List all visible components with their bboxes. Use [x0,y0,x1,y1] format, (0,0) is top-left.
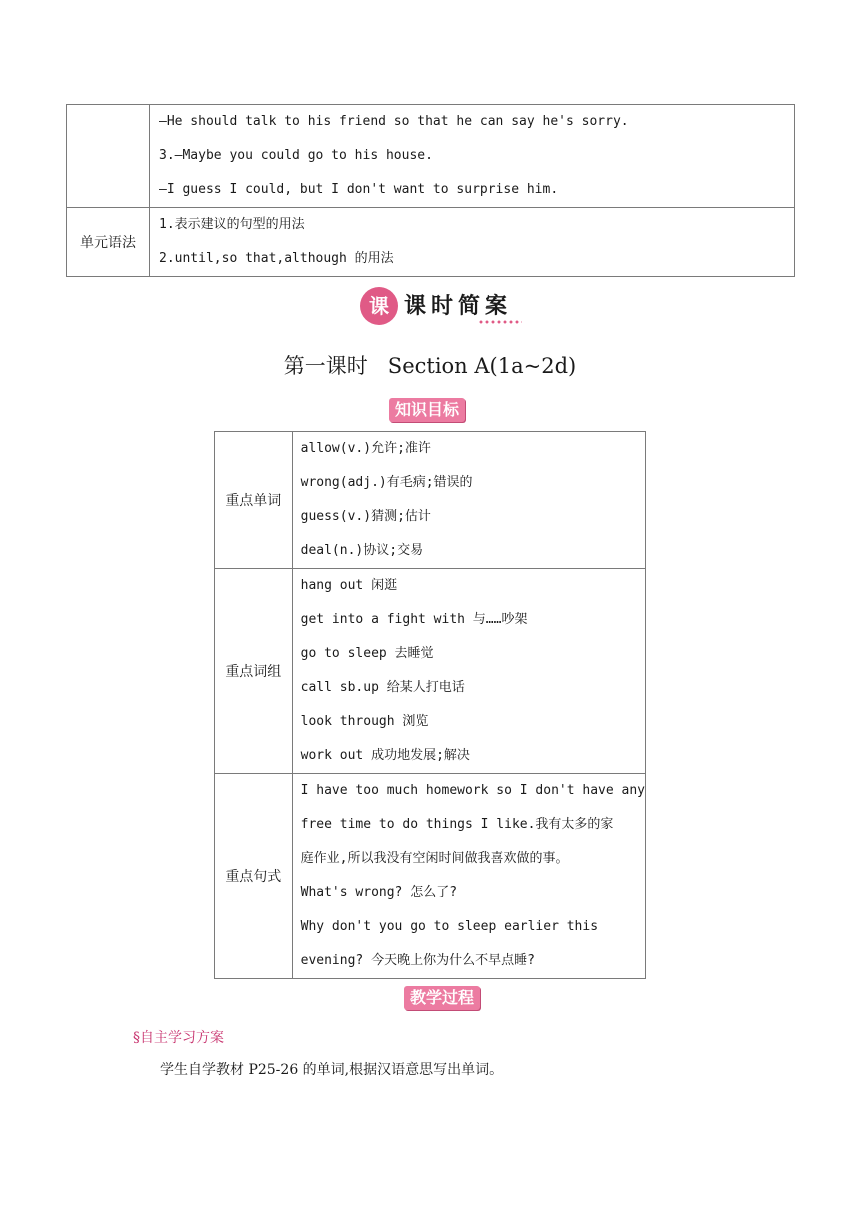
row-label [67,105,150,208]
content-line: I have too much homework so I don't have any [300,783,645,798]
badge-title: 课时简案 [404,294,513,319]
instruction-paragraph: 学生自学教材 P25-26 的单词,根据汉语意思写出单词。 [160,1062,504,1078]
table-row [215,774,646,979]
row-content [292,569,645,774]
content-line: —He should talk to his friend so that he can say he's sorry. [159,114,629,129]
row-label: 单元语法 [67,208,150,277]
content-line: guess(v.)猜测;估计 [300,509,431,524]
content-line: get into a fight with 与……吵架 [300,612,528,627]
row-content [292,432,645,569]
table-row [67,208,795,277]
lesson-icon-glyph: 课 [369,294,389,318]
row-label: 重点词组 [215,569,293,774]
content-line: look through 浏览 [300,714,429,729]
content-line: work out 成功地发展;解决 [300,748,470,763]
lesson-icon [360,287,398,325]
content-line: go to sleep 去睡觉 [300,646,434,661]
content-line: free time to do things I like.我有太多的家 [300,817,614,832]
row-content [150,208,795,277]
row-content [150,105,795,208]
content-line: 3.—Maybe you could go to his house. [159,148,433,163]
content-line: wrong(adj.)有毛病;错误的 [300,475,473,490]
table-row [215,569,646,774]
content-line: call sb.up 给某人打电话 [300,680,465,695]
content-line: Why don't you go to sleep earlier this [300,919,599,934]
content-line: 2.until,so that,although 的用法 [159,251,394,266]
lesson-plan-badge [360,287,520,327]
row-label: 重点句式 [215,774,293,979]
table-row [215,432,646,569]
teaching-process-tag: 教学过程 [404,986,480,1010]
content-line: What's wrong? 怎么了? [300,885,458,900]
lesson-title: 第一课时 Section A(1a~2d) [283,354,577,378]
content-line: 庭作业,所以我没有空闲时间做我喜欢做的事。 [300,851,569,866]
content-line: 1.表示建议的句型的用法 [159,217,305,232]
knowledge-goals-tag: 知识目标 [389,398,465,422]
row-content [292,774,645,979]
content-line: —I guess I could, but I don't want to surprise him. [159,182,559,197]
content-line: allow(v.)允许;准许 [300,441,431,456]
content-line: deal(n.)协议;交易 [300,543,424,558]
row-label: 重点单词 [215,432,293,569]
content-line: hang out 闲逛 [300,578,398,593]
dots-decoration [478,320,522,324]
grammar-table [66,104,795,277]
knowledge-table [214,431,646,979]
table-row [67,105,795,208]
section-heading: §自主学习方案 [133,1030,224,1046]
content-line: evening? 今天晚上你为什么不早点睡? [300,953,535,968]
